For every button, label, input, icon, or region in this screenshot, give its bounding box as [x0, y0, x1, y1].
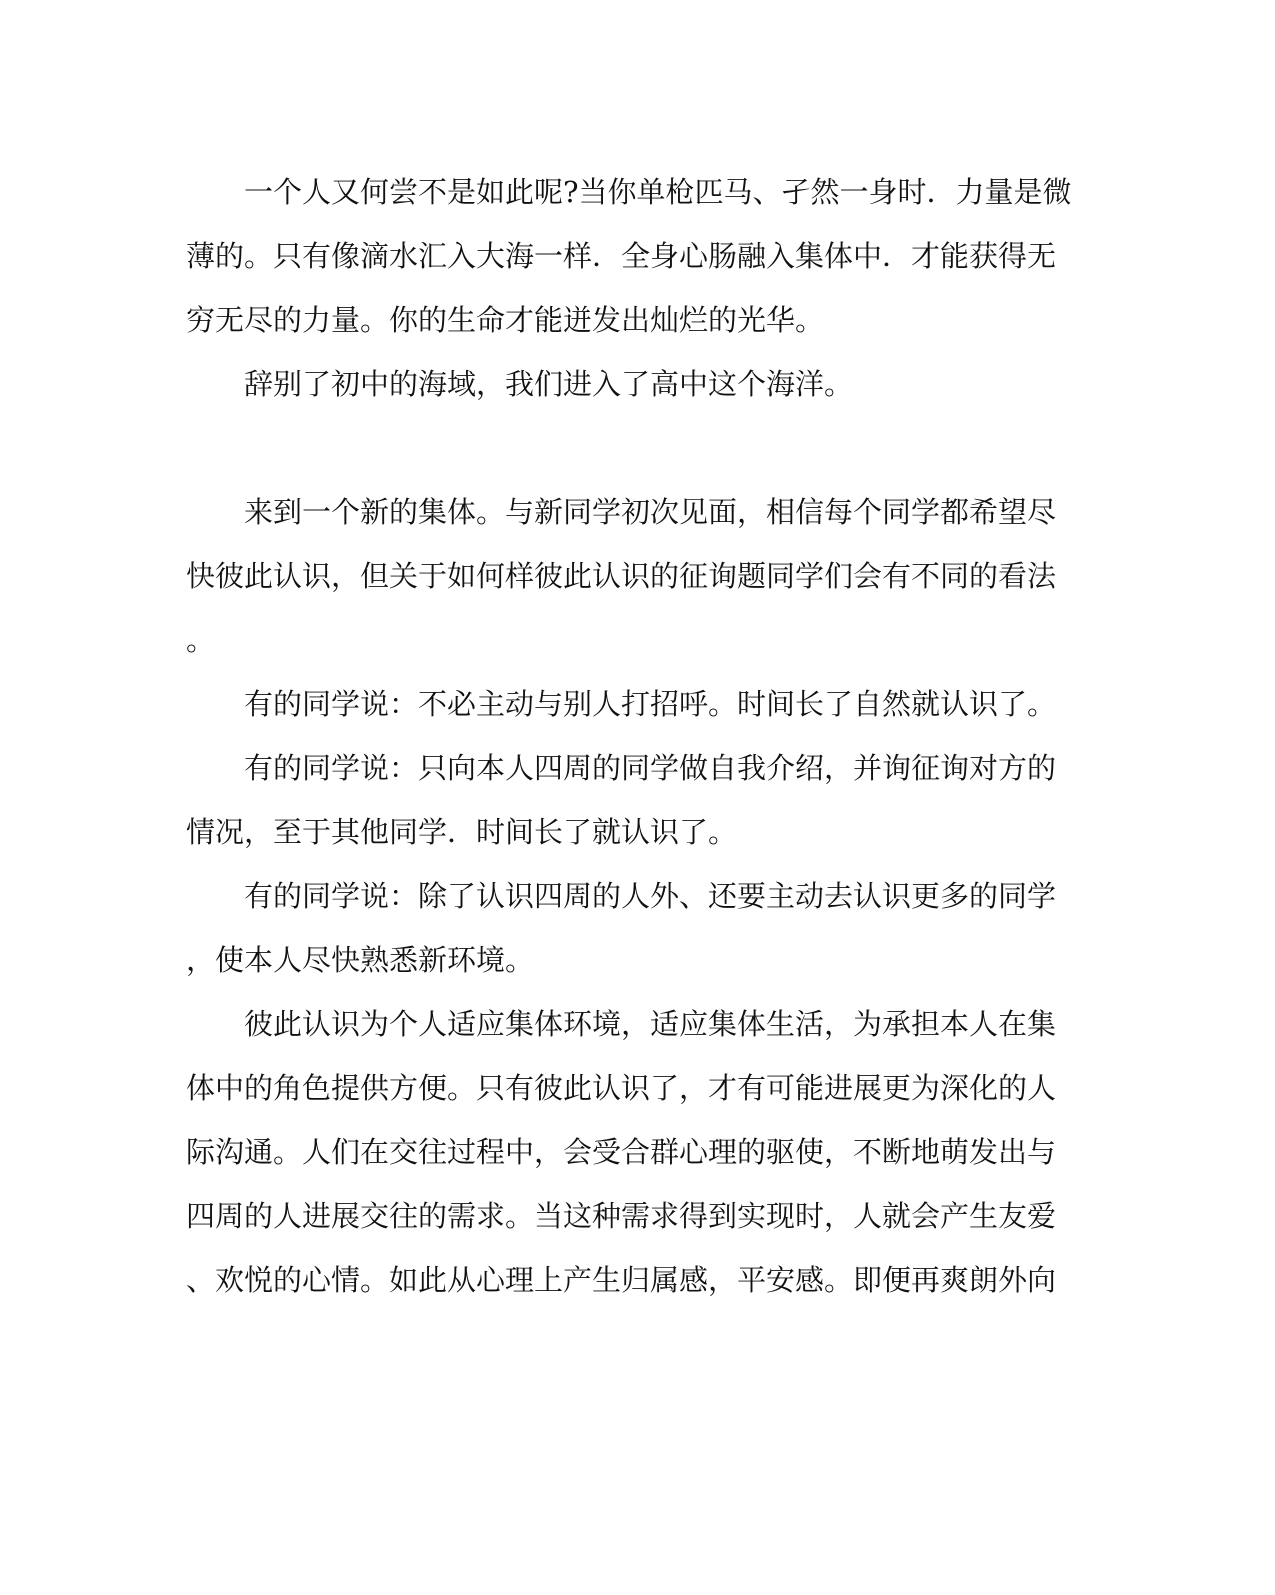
text-line: ，使本人尽快熟悉新环境。	[186, 943, 535, 977]
text-line: 彼此认识为个人适应集体环境，适应集体生活，为承担本人在集	[244, 1007, 1057, 1041]
document-body	[186, 160, 1072, 1312]
text-line: 有的同学说：不必主动与别人打招呼。时间长了自然就认识了。	[244, 687, 1057, 721]
text-line: 薄的。只有像滴水汇入大海一样．全身心肠融入集体中．才能获得无	[186, 239, 1057, 273]
text-line: 穷无尽的力量。你的生命才能迸发出灿烂的光华。	[186, 303, 825, 337]
text-line: 体中的角色提供方便。只有彼此认识了，才有可能进展更为深化的人	[186, 1071, 1057, 1105]
text-line: 快彼此认识，但关于如何样彼此认识的征询题同学们会有不同的看法	[186, 559, 1057, 593]
text-line: 一个人又何尝不是如此呢?当你单枪匹马、孑然一身时．力量是微	[244, 175, 1072, 209]
text-line: 有的同学说：只向本人四周的同学做自我介绍，并询征询对方的	[244, 751, 1057, 785]
text-line: 四周的人进展交往的需求。当这种需求得到实现时，人就会产生友爱	[186, 1199, 1057, 1233]
text-line: 情况，至于其他同学．时间长了就认识了。	[186, 815, 738, 849]
text-line: 、欢悦的心情。如此从心理上产生归属感，平安感。即便再爽朗外向	[186, 1263, 1057, 1297]
text-line: 有的同学说：除了认识四周的人外、还要主动去认识更多的同学	[244, 879, 1057, 913]
text-line: 际沟通。人们在交往过程中，会受合群心理的驱使，不断地萌发出与	[186, 1135, 1057, 1169]
blank-line	[186, 416, 1066, 480]
text-line: 。	[186, 623, 216, 657]
text-line: 辞别了初中的海域，我们进入了高中这个海洋。	[244, 367, 854, 401]
text-line: 来到一个新的集体。与新同学初次见面，相信每个同学都希望尽	[244, 495, 1057, 529]
